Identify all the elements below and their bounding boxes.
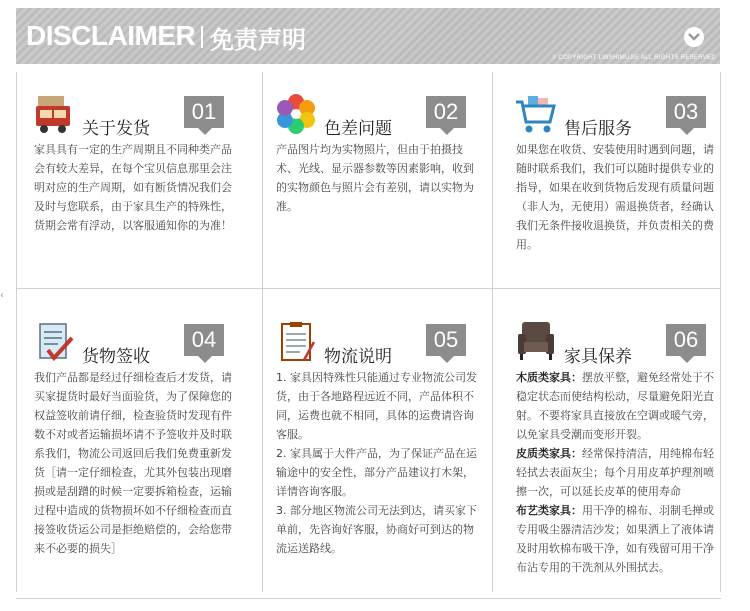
care-item bbox=[516, 368, 718, 444]
card-title: 货物签收 bbox=[82, 347, 150, 367]
grid-divider bbox=[16, 598, 721, 599]
card-number-badge: 05 bbox=[426, 324, 466, 356]
care-text: 经常保持清洁，用纯棉布轻轻拭去表面灰尘；每个月用皮革护理剂喷擦一次，可以延长皮革的使用寿命 bbox=[516, 447, 714, 498]
care-text: 用干净的棉布、羽制毛掸或专用吸尘器清洁沙发；如果洒上了液体请及时用软棉布吸干净，如有残留可用干净布沾专用的干洗剂从外围拭去。 bbox=[516, 504, 714, 574]
logistics-item: 1. 家具因特殊性只能通过专业物流公司发货，由于各地路程远近不同，产品体积不同，运费也就不相同，具体的运费请咨询客服。 bbox=[276, 371, 477, 441]
grid-divider bbox=[16, 72, 17, 592]
card-body bbox=[276, 368, 478, 558]
chevron-left-icon[interactable]: ‹ bbox=[0, 290, 4, 301]
color-palette-icon bbox=[274, 92, 318, 136]
card-title: 家具保养 bbox=[564, 347, 632, 367]
header-copyright: // COPYRIGHT LINSHIMUJIE ALL RIGHTS RESERVED bbox=[552, 55, 716, 61]
card-logistics bbox=[274, 320, 500, 555]
card-goods-receipt bbox=[32, 320, 258, 555]
header-separator bbox=[201, 26, 203, 48]
card-title: 色差问题 bbox=[324, 119, 392, 139]
logistics-item: 2. 家具属于大件产品，为了保证产品在运输途中的安全性，部分产品建议打木架，详情咨询客服。 bbox=[276, 447, 477, 498]
care-label: 皮质类家具： bbox=[516, 447, 582, 460]
card-body bbox=[516, 368, 718, 577]
header-subtitle: 免责声明 bbox=[210, 25, 306, 54]
card-body: 家具具有一定的生产周期且不同种类产品会有较大差异，在每个宝贝信息那里会注明对应的生产周期，如有断货情况我们会及时与您联系，由于家具生产的特殊性，货期会常有浮动，以客服通知你的为准！ bbox=[34, 143, 232, 232]
card-body: 如果您在收货、安装使用时遇到问题，请随时联系我们，我们可以随时提供专业的指导，如果在收到货物后发现有质量问题（非人为，无使用）需退换货者，经确认我们无条件接收退换货，并负责相关的费用。 bbox=[516, 143, 714, 251]
card-number-badge: 01 bbox=[184, 96, 224, 128]
card-title: 售后服务 bbox=[564, 119, 632, 139]
card-number-badge: 06 bbox=[666, 324, 706, 356]
card-body: 产品图片均为实物照片，但由于拍摄技术、光线、显示器参数等因素影响，收到的实物颜色与照片会有差别，请以实物为准。 bbox=[276, 143, 474, 213]
card-number-badge: 03 bbox=[666, 96, 706, 128]
card-title: 物流说明 bbox=[324, 347, 392, 367]
card-number-badge: 02 bbox=[426, 96, 466, 128]
care-item bbox=[516, 444, 718, 501]
logistics-item: 3. 部分地区物流公司无法到达，请买家下单前，先咨询好客服，协商好可到达的物流运送路线。 bbox=[276, 504, 477, 555]
card-color-difference bbox=[274, 92, 500, 292]
card-shipping bbox=[32, 92, 258, 292]
care-item bbox=[516, 501, 718, 577]
care-label: 木质类家具： bbox=[516, 371, 582, 384]
checklist-icon bbox=[32, 320, 76, 364]
armchair-icon bbox=[514, 320, 558, 364]
card-body: 我们产品都是经过仔细检查后才发货，请买家提货时最好当面验货，为了保障您的权益签收前请仔细，检查验货时发现有件数不对或者运输损坏请不予签收并及时联系我们，物流公司返回后我们免费重新发货［请一定仔细检查，尤其外包装出现磨损或是刮蹭的时候一定要拆箱检查，运输过程中造成的货物损坏如不仔细检查而直接签收货运公司是拒绝赔偿的，会给您带来不必要的损失］ bbox=[34, 371, 232, 555]
disclaimer-header bbox=[16, 8, 720, 64]
delivery-truck-icon bbox=[32, 92, 76, 136]
grid-divider bbox=[262, 72, 263, 592]
clipboard-icon bbox=[274, 320, 318, 364]
care-label: 布艺类家具： bbox=[516, 504, 582, 517]
card-furniture-care bbox=[514, 320, 740, 574]
shopping-cart-icon bbox=[514, 92, 558, 136]
card-title: 关于发货 bbox=[82, 119, 150, 139]
care-text: 摆放平整，避免经常处于不稳定状态而使结构松动，尽量避免阳光直射。不要将家具直接放在空调或暖气旁，以免家具受潮而变形开裂。 bbox=[516, 371, 714, 441]
header-title: DISCLAIMER bbox=[26, 20, 196, 51]
chevron-down-icon[interactable] bbox=[684, 27, 704, 47]
card-after-sales bbox=[514, 92, 740, 292]
card-number-badge: 04 bbox=[184, 324, 224, 356]
